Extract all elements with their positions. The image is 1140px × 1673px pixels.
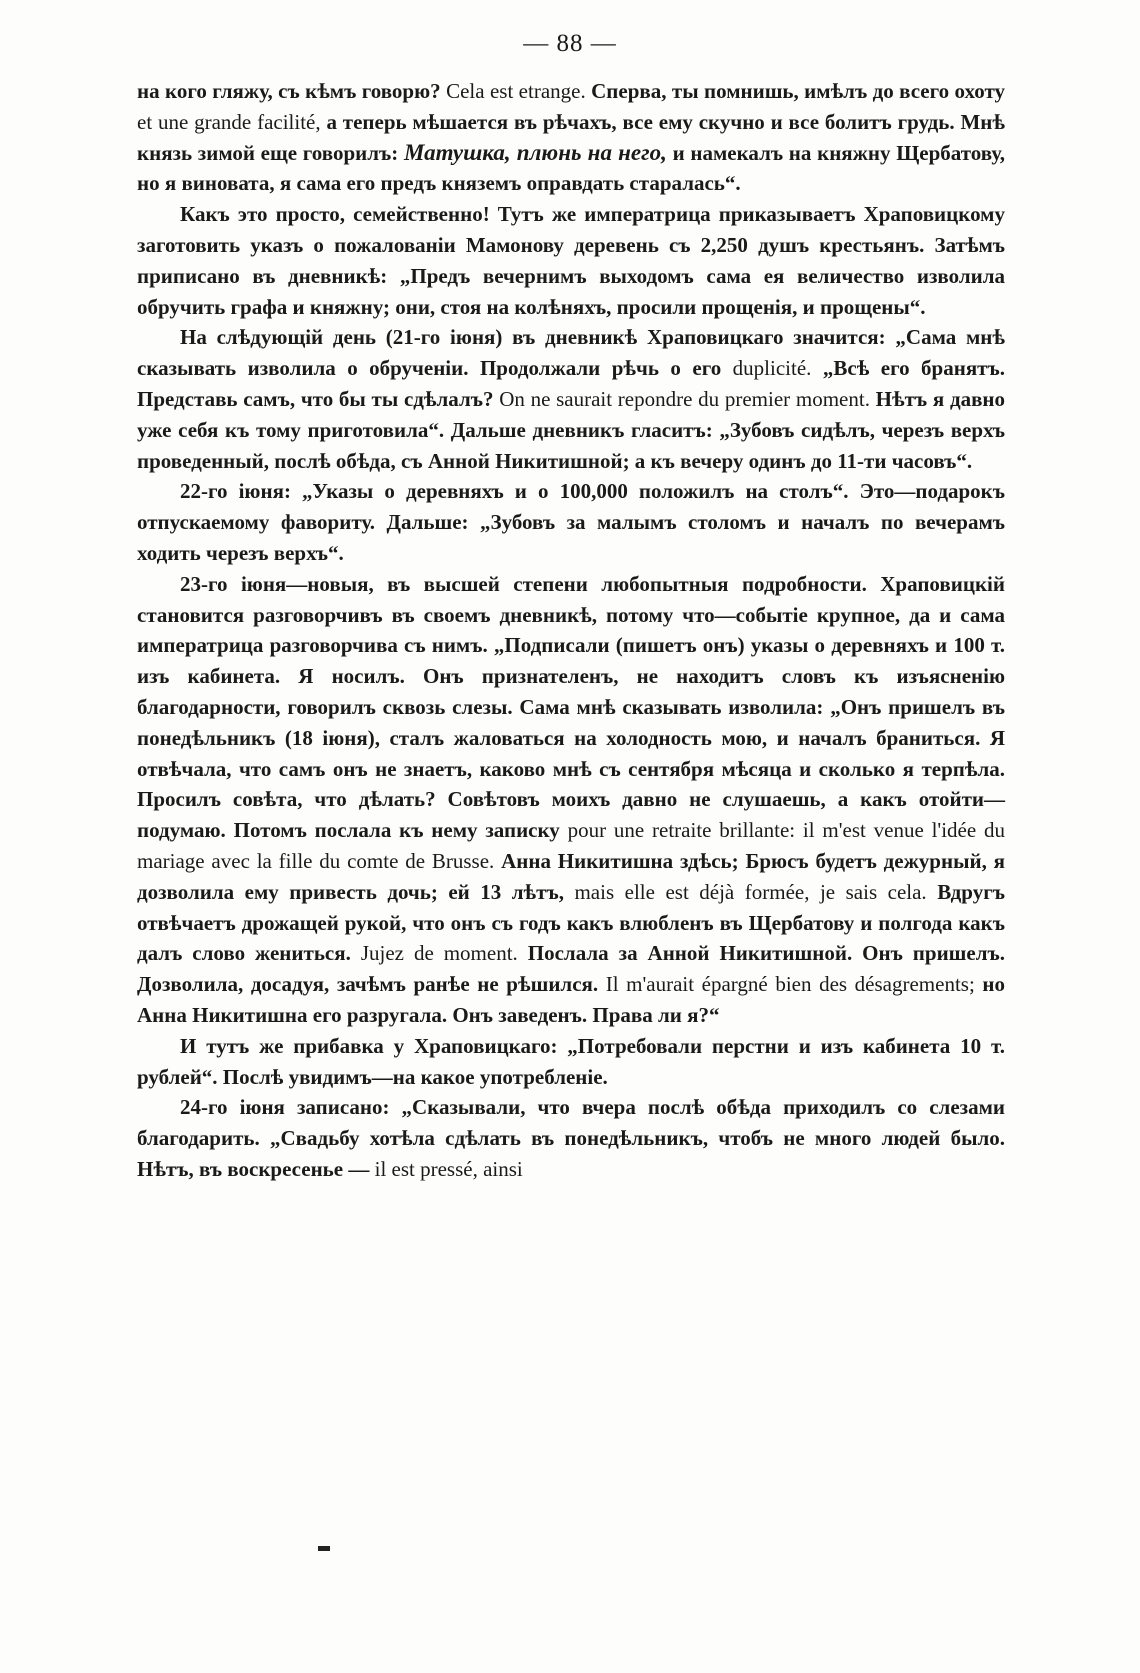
text-run: Вдругъ отвѣчаетъ дрожащей рукой, что онъ съ годъ какъ влюбленъ въ Щербатову и полгода какъ далъ слово жениться. xyxy=(137,879,1005,966)
emphasis-run: Матушка, плюнь на него, xyxy=(403,139,667,165)
french-run: Jujez de moment. xyxy=(360,941,518,966)
paragraph-p1 xyxy=(137,76,1005,199)
text-run: и намекалъ на княжну Щербатову, но я виновата, я сама его предъ княземъ оправдать старалась“. xyxy=(137,140,1006,196)
print-mark xyxy=(318,1546,330,1551)
text-run: „Всѣ его бранятъ. Представь самъ, что бы ты сдѣлалъ? xyxy=(137,356,1005,411)
french-run: On ne saurait repondre du premier moment. xyxy=(499,386,870,411)
text-run: Послала за Анной Никитишной. Онъ пришелъ. Дозволила, досадуя, зачѣмъ ранѣе не рѣшился. xyxy=(137,941,1006,997)
french-run: Il m'aurait épargné bien des désagrements; xyxy=(605,972,975,997)
body-text xyxy=(137,76,1005,1185)
text-run: а теперь мѣшается въ рѣчахъ, все ему скучно и все болитъ грудь. Мнѣ князь зимой еще говорилъ: xyxy=(137,109,1006,165)
paragraph-p5 xyxy=(137,569,1005,1031)
paragraph-p3 xyxy=(137,322,1005,476)
text-run: но Анна Никитишна его разругала. Онъ заведенъ. Права ли я?“ xyxy=(137,972,1005,1027)
paragraph-p7 xyxy=(137,1092,1005,1184)
text-run: 23-го іюня—новыя, въ высшей степени любопытныя подробности. Храповицкій становится разговорчивъ въ своемъ дневникѣ, потому что—событіе крупное, да и сама императрица разговорчива съ нимъ. „Подписали (пишетъ онъ) указы о деревняхъ и 100 т. изъ кабинета. Я носилъ. Онъ признателенъ, не находитъ словъ къ изъясненію благодарности, говорилъ сквозь слезы. Сама мнѣ сказывать изволила: „Онъ пришелъ въ понедѣльникъ (18 іюня), сталъ жаловаться на холодность мою, и началъ браниться. Я отвѣчала, что самъ онъ не знаетъ, каково мнѣ съ сентября мѣсяца и сколько я терпѣла. Просилъ совѣта, что дѣлать? Совѣтовъ моихъ давно не слушаешь, а какъ отойти—подумаю. Потомъ послала къ нему записку xyxy=(137,571,1005,843)
french-run: et une grande facilité, xyxy=(137,109,321,134)
page-number: — 88 — xyxy=(523,30,617,57)
paragraph-p6 xyxy=(137,1031,1005,1093)
french-run: il est pressé, ainsi xyxy=(374,1156,523,1181)
text-run: 24-го іюня записано: „Сказывали, что вчера послѣ обѣда приходилъ со слезами благодарить. „Свадьбу хотѣла сдѣлать въ понедѣльникъ, чтобъ не много людей было. Нѣтъ, въ воскресенье — xyxy=(137,1095,1005,1181)
text-run: Какъ это просто, семейственно! Тутъ же императрица приказываетъ Храповицкому заготовить указъ о пожалованіи Мамонову деревень съ 2,250 душъ крестьянъ. Затѣмъ приписано въ дневникѣ: „Предъ вечернимъ выходомъ сама ея величество изволила обручить графа и княжну; они, стоя на колѣняхъ, просили прощенія, и прощены“. xyxy=(137,202,1005,319)
french-run: Cela est etrange. xyxy=(446,79,586,103)
text-run: на кого гляжу, съ кѣмъ говорю? xyxy=(137,79,447,103)
french-run: pour une retraite brillante: il m'est venue l'idée du mariage avec la fille du comte de Brusse. xyxy=(137,818,1005,873)
text-run: 22-го іюня: „Указы о деревняхъ и о 100,000 положилъ на столъ“. Это—подарокъ отпускаемому фавориту. Дальше: „Зубовъ за малымъ столомъ и началъ по вечерамъ ходить черезъ верхъ“. xyxy=(137,479,1005,565)
text-run: Анна Никитишна здѣсь; Брюсъ будетъ дежурный, я дозволила ему привесть дочь; ей 13 лѣтъ, xyxy=(137,848,1006,904)
text-run: Сперва, ты помнишь, имѣлъ до всего охоту xyxy=(585,79,1005,103)
text-run: И тутъ же прибавка у Храповицкаго: „Потребовали перстни и изъ кабинета 10 т. рублей“. Послѣ увидимъ—на какое употребленіе. xyxy=(137,1033,1005,1089)
paragraph-p2 xyxy=(137,199,1005,322)
paragraph-p4 xyxy=(137,476,1005,568)
french-run: mais elle est déjà formée, je sais cela. xyxy=(574,879,927,904)
text-run: Нѣтъ я давно уже себя къ тому приготовила“. Дальше дневникъ гласитъ: „Зубовъ сидѣлъ, черезъ верхъ проведенный, послѣ обѣда, съ Анной Никитишной; а къ вечеру одинъ до 11-ти часовъ“. xyxy=(137,386,1006,473)
french-run: duplicité. xyxy=(732,356,812,381)
text-run: На слѣдующій день (21-го іюня) въ дневникѣ Храповицкаго значится: „Сама мнѣ сказывать изволила о обрученіи. Продолжали рѣчь о его xyxy=(137,325,1005,381)
